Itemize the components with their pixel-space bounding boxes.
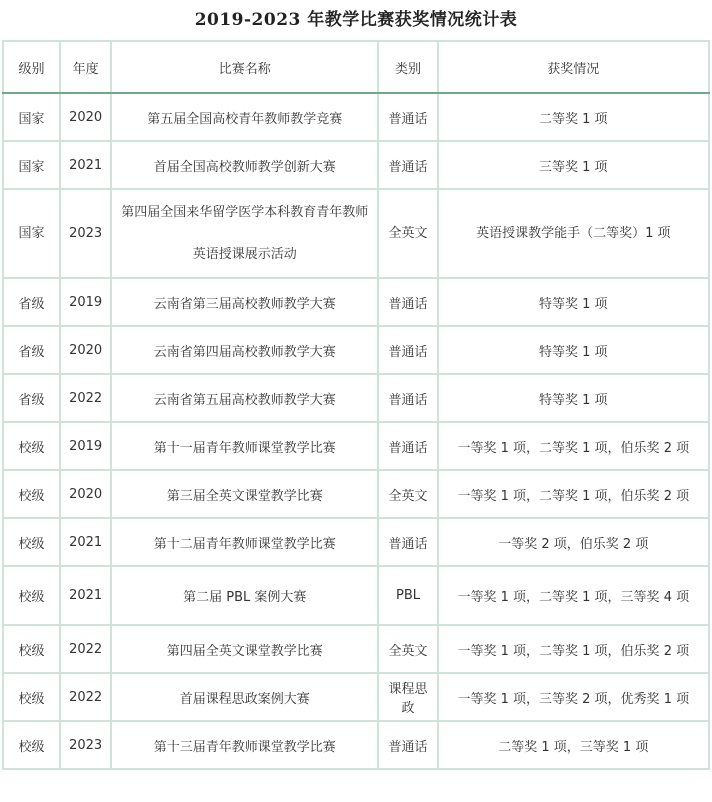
cell-year: 2019 bbox=[60, 422, 111, 470]
cell-award: 一等奖 1 项，三等奖 2 项，优秀奖 1 项 bbox=[438, 673, 709, 721]
cell-category: 全英文 bbox=[378, 189, 437, 278]
cell-level: 校级 bbox=[3, 518, 60, 566]
table-row bbox=[3, 673, 709, 721]
cell-name: 第二届 PBL 案例大赛 bbox=[111, 566, 378, 625]
cell-name: 第十二届青年教师课堂教学比赛 bbox=[111, 518, 378, 566]
cell-category: 全英文 bbox=[378, 625, 437, 673]
cell-level: 省级 bbox=[3, 374, 60, 422]
cell-award: 二等奖 1 项，三等奖 1 项 bbox=[438, 721, 709, 769]
cell-year: 2021 bbox=[60, 566, 111, 625]
cell-name: 云南省第五届高校教师教学大赛 bbox=[111, 374, 378, 422]
awards-table bbox=[2, 40, 710, 770]
table-row bbox=[3, 141, 709, 189]
cell-award: 英语授课教学能手（二等奖）1 项 bbox=[438, 189, 709, 278]
cell-category: 普通话 bbox=[378, 326, 437, 374]
cell-category: 普通话 bbox=[378, 278, 437, 326]
table-row bbox=[3, 721, 709, 769]
cell-name: 第四届全国来华留学医学本科教育青年教师英语授课展示活动 bbox=[111, 189, 378, 278]
cell-year: 2021 bbox=[60, 518, 111, 566]
cell-category: 普通话 bbox=[378, 141, 437, 189]
cell-level: 省级 bbox=[3, 278, 60, 326]
cell-category: 普通话 bbox=[378, 374, 437, 422]
cell-year: 2021 bbox=[60, 141, 111, 189]
cell-year: 2022 bbox=[60, 673, 111, 721]
header-year: 年度 bbox=[60, 41, 111, 93]
cell-name: 首届全国高校教师教学创新大赛 bbox=[111, 141, 378, 189]
cell-category: PBL bbox=[378, 566, 437, 625]
cell-award: 特等奖 1 项 bbox=[438, 326, 709, 374]
table-row bbox=[3, 422, 709, 470]
cell-award: 一等奖 1 项，二等奖 1 项，伯乐奖 2 项 bbox=[438, 470, 709, 518]
cell-level: 校级 bbox=[3, 422, 60, 470]
cell-name: 第五届全国高校青年教师教学竞赛 bbox=[111, 93, 378, 141]
cell-category: 普通话 bbox=[378, 721, 437, 769]
cell-level: 国家 bbox=[3, 93, 60, 141]
table-row bbox=[3, 625, 709, 673]
cell-category: 普通话 bbox=[378, 422, 437, 470]
cell-level: 校级 bbox=[3, 625, 60, 673]
table-title: 2019-2023 年教学比赛获奖情况统计表 bbox=[194, 10, 518, 30]
cell-award: 一等奖 1 项，二等奖 1 项，伯乐奖 2 项 bbox=[438, 422, 709, 470]
table-row bbox=[3, 374, 709, 422]
cell-award: 一等奖 1 项，二等奖 1 项，伯乐奖 2 项 bbox=[438, 625, 709, 673]
cell-award: 特等奖 1 项 bbox=[438, 374, 709, 422]
cell-name: 第十三届青年教师课堂教学比赛 bbox=[111, 721, 378, 769]
cell-year: 2020 bbox=[60, 326, 111, 374]
cell-year: 2020 bbox=[60, 93, 111, 141]
cell-award: 三等奖 1 项 bbox=[438, 141, 709, 189]
cell-year: 2022 bbox=[60, 374, 111, 422]
cell-level: 校级 bbox=[3, 566, 60, 625]
cell-award: 特等奖 1 项 bbox=[438, 278, 709, 326]
cell-award: 一等奖 2 项，伯乐奖 2 项 bbox=[438, 518, 709, 566]
cell-level: 国家 bbox=[3, 141, 60, 189]
table-row bbox=[3, 518, 709, 566]
cell-award: 二等奖 1 项 bbox=[438, 93, 709, 141]
cell-year: 2022 bbox=[60, 625, 111, 673]
cell-name: 云南省第四届高校教师教学大赛 bbox=[111, 326, 378, 374]
cell-category: 课程思政 bbox=[378, 673, 437, 721]
cell-year: 2023 bbox=[60, 721, 111, 769]
header-award: 获奖情况 bbox=[438, 41, 709, 93]
cell-level: 国家 bbox=[3, 189, 60, 278]
cell-name: 首届课程思政案例大赛 bbox=[111, 673, 378, 721]
cell-year: 2019 bbox=[60, 278, 111, 326]
table-row bbox=[3, 93, 709, 141]
table-row bbox=[3, 278, 709, 326]
table-row bbox=[3, 326, 709, 374]
cell-category: 普通话 bbox=[378, 518, 437, 566]
cell-name: 第四届全英文课堂教学比赛 bbox=[111, 625, 378, 673]
cell-name: 第十一届青年教师课堂教学比赛 bbox=[111, 422, 378, 470]
table-row bbox=[3, 470, 709, 518]
cell-award: 一等奖 1 项，二等奖 1 项，三等奖 4 项 bbox=[438, 566, 709, 625]
header-level: 级别 bbox=[3, 41, 60, 93]
header-name: 比赛名称 bbox=[111, 41, 378, 93]
cell-category: 全英文 bbox=[378, 470, 437, 518]
cell-name: 云南省第三届高校教师教学大赛 bbox=[111, 278, 378, 326]
cell-year: 2023 bbox=[60, 189, 111, 278]
cell-name: 第三届全英文课堂教学比赛 bbox=[111, 470, 378, 518]
cell-level: 省级 bbox=[3, 326, 60, 374]
cell-level: 校级 bbox=[3, 721, 60, 769]
table-row bbox=[3, 189, 709, 278]
header-category: 类别 bbox=[378, 41, 437, 93]
cell-category: 普通话 bbox=[378, 93, 437, 141]
header-row bbox=[3, 41, 709, 93]
cell-year: 2020 bbox=[60, 470, 111, 518]
table-row bbox=[3, 566, 709, 625]
cell-level: 校级 bbox=[3, 470, 60, 518]
cell-level: 校级 bbox=[3, 673, 60, 721]
